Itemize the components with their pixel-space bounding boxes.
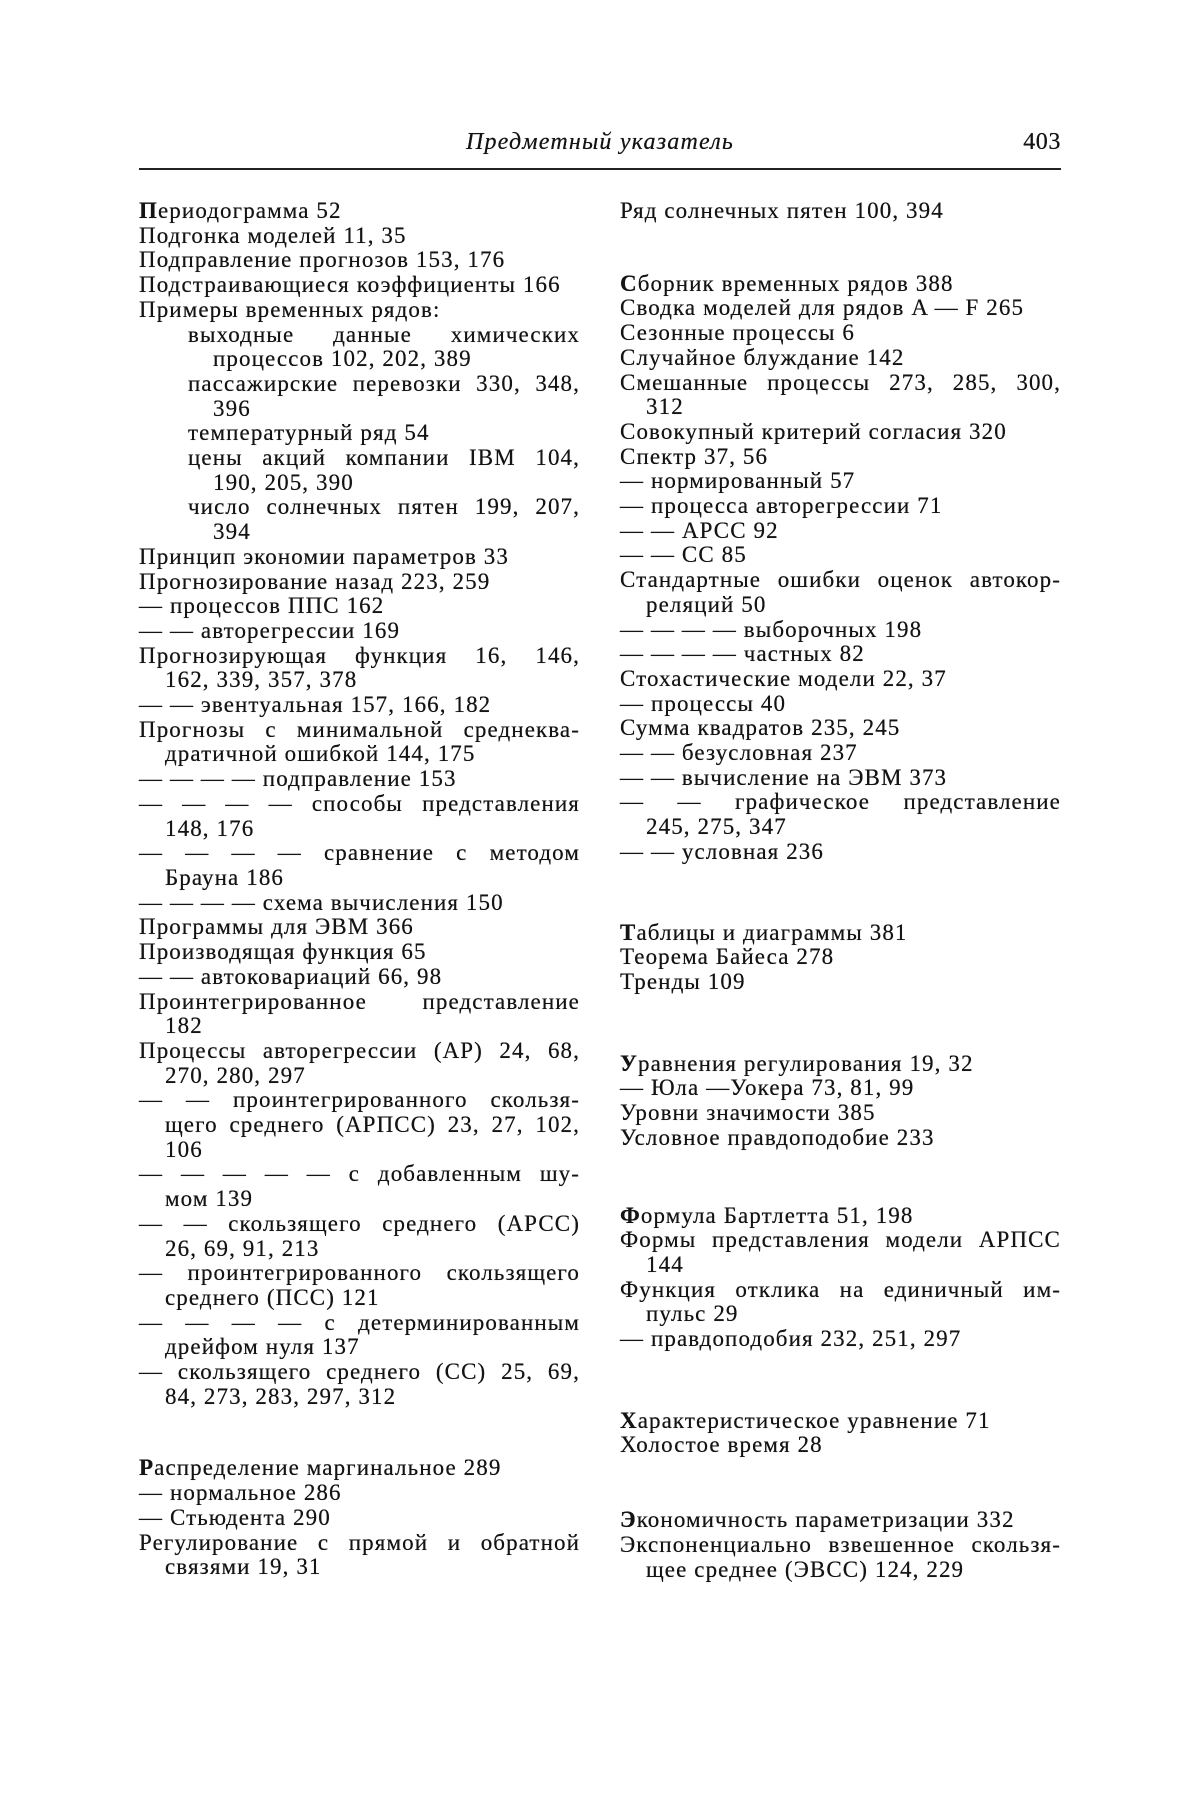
index-entry: [620, 346, 1061, 371]
index-entry: [139, 767, 580, 792]
index-entry-heading-line: Тренды 109: [620, 968, 746, 994]
index-entry-heading-line: — — проинтегрированного скользя-: [139, 1087, 580, 1113]
index-entry: [620, 970, 1061, 995]
index-entry: [139, 570, 580, 595]
index-entry: [620, 199, 1061, 224]
index-entry: [620, 1126, 1061, 1151]
index-entry: [620, 1278, 1061, 1327]
index-entry-heading-line: — — — — сравнение с методом: [139, 840, 580, 866]
index-entry: [620, 1076, 1061, 1101]
index-entry-heading-line: — — условная 236: [620, 838, 824, 864]
index-entry: [139, 718, 580, 767]
index-subentry: [139, 323, 580, 372]
index-entry: [620, 1052, 1061, 1077]
index-entry-heading-line: Функция отклика на единичный им-: [620, 1276, 1061, 1302]
index-column-right: [620, 199, 1061, 1582]
index-entry-heading-line: Распределение маргинальное 289: [139, 1455, 502, 1481]
index-entry-heading-line: Периодограмма 52: [139, 198, 342, 223]
index-entry-heading-line: — — вычисление на ЭВМ 373: [620, 764, 948, 790]
index-entry-continuation-line: 182: [165, 1013, 203, 1039]
index-entry: [139, 248, 580, 273]
index-entry-heading-line: — нормальное 286: [139, 1480, 342, 1506]
index-entry-heading-line: Формула Бартлетта 51, 198: [620, 1202, 914, 1228]
index-entry: [620, 1204, 1061, 1229]
index-entry-heading-line: — Юла —Уокера 73, 81, 99: [620, 1075, 915, 1101]
index-entry-heading-line: — Стьюдента 290: [139, 1504, 331, 1530]
index-entry-heading-line: Условное правдоподобие 233: [620, 1124, 935, 1150]
index-entry-heading-line: Регулирование с прямой и обратной: [139, 1529, 580, 1555]
index-entry-heading-line: Сумма квадратов 235, 245: [620, 715, 901, 741]
index-entry-heading-line: — — — — способы представления: [139, 790, 580, 816]
index-entry: [139, 792, 580, 841]
index-letter-group: [620, 921, 1061, 995]
index-entry: [620, 469, 1061, 494]
index-letter-group: [620, 272, 1061, 865]
index-entry: [620, 296, 1061, 321]
index-entry: [139, 693, 580, 718]
index-entry-heading-line: — — — — схема вычисления 150: [139, 889, 504, 915]
index-entry: [139, 915, 580, 940]
index-entry: [620, 766, 1061, 791]
index-entry: [139, 545, 580, 570]
index-entry-continuation-line: 84, 273, 283, 297, 312: [165, 1383, 397, 1409]
index-entry: [620, 543, 1061, 568]
index-entry: [139, 1311, 580, 1360]
index-entry: [139, 1039, 580, 1088]
index-entry-heading-line: Сезонные процессы 6: [620, 320, 856, 346]
index-entry-heading-line: Уравнения регулирования 19, 32: [620, 1050, 974, 1076]
index-entry: [139, 940, 580, 965]
index-entry-heading-line: — процессы 40: [620, 690, 787, 716]
index-subentry: [139, 372, 580, 421]
index-entry-heading-line: Программы для ЭВМ 366: [139, 914, 414, 940]
index-entry: [620, 371, 1061, 420]
index-letter-group: [620, 1508, 1061, 1582]
page-number: 403: [1023, 129, 1061, 155]
index-entry-continuation-line: дратичной ошибкой 144, 175: [165, 741, 476, 767]
index-entry: [620, 1101, 1061, 1126]
index-entry-continuation-line: среднего (ПСС) 121: [165, 1284, 380, 1310]
index-subentry: [139, 421, 580, 446]
index-entry-heading-line: — — эвентуальная 157, 166, 182: [139, 692, 492, 718]
index-column-left: [139, 199, 580, 1580]
index-entry-continuation-line: 270, 280, 297: [165, 1062, 306, 1088]
index-entry: [620, 1327, 1061, 1352]
index-entry: [139, 199, 580, 224]
index-entry-heading-line: — — скользящего среднего (АРСС): [139, 1210, 580, 1236]
index-entry: [620, 741, 1061, 766]
index-entry-heading-line: Прогнозы с минимальной среднеква-: [139, 716, 580, 742]
index-entry: [139, 1531, 580, 1580]
index-entry: [139, 1162, 580, 1211]
index-entry-heading-line: — проинтегрированного скользящего: [139, 1260, 580, 1286]
index-entry-heading-line: Стандартные ошибки оценок автокор-: [620, 567, 1061, 593]
index-entry-heading-line: Производящая функция 65: [139, 939, 427, 965]
index-entry-heading-line: температурный ряд 54: [188, 420, 430, 446]
index-entry: [139, 1212, 580, 1261]
index-entry-heading-line: — — графическое представление: [620, 789, 1061, 815]
index-entry-heading-line: — — СС 85: [620, 542, 747, 568]
index-entry-continuation-line: 312: [646, 394, 684, 420]
index-entry-heading-line: Теорема Байеса 278: [620, 944, 835, 970]
index-entry: [139, 644, 580, 693]
index-letter-group: [620, 1052, 1061, 1151]
index-entry-heading-line: Прогнозирование назад 223, 259: [139, 568, 491, 594]
index-entry: [620, 692, 1061, 717]
index-entry: [139, 1261, 580, 1310]
index-entry-continuation-line: процессов 102, 202, 389: [213, 346, 472, 372]
index-entry: [139, 891, 580, 916]
index-entry: [620, 1409, 1061, 1434]
index-entry: [620, 568, 1061, 617]
index-entry-heading-line: Подправление прогнозов 153, 176: [139, 247, 506, 273]
index-entry-continuation-line: 148, 176: [165, 815, 255, 841]
index-entry-heading-line: Ряд солнечных пятен 100, 394: [620, 198, 944, 223]
index-entry-heading-line: число солнечных пятен 199, 207,: [188, 494, 580, 520]
index-entry: [620, 921, 1061, 946]
index-entry: [620, 667, 1061, 692]
index-entry: [620, 272, 1061, 297]
index-entry-heading-line: — процесса авторегрессии 71: [620, 493, 943, 519]
index-entry-heading-line: — — безусловная 237: [620, 740, 858, 766]
index-letter-group: [620, 199, 1061, 224]
index-entry: [139, 1481, 580, 1506]
index-entry-heading-line: — правдоподобия 232, 251, 297: [620, 1326, 962, 1352]
index-entry-heading-line: выходные данные химических: [188, 321, 580, 347]
index-entry-continuation-line: щего среднего (АРПСС) 23, 27, 102,: [165, 1112, 580, 1138]
index-entry-heading-line: Процессы авторегрессии (АР) 24, 68,: [139, 1037, 580, 1063]
index-entry: [139, 1360, 580, 1409]
index-entry-continuation-line: 26, 69, 91, 213: [165, 1235, 320, 1261]
index-entry-continuation-line: дрейфом нуля 137: [165, 1334, 360, 1360]
index-entry-heading-line: Экономичность параметризации 332: [620, 1507, 1015, 1533]
index-entry-heading-line: пассажирские перевозки 330, 348,: [188, 370, 580, 396]
index-entry-heading-line: Случайное блуждание 142: [620, 344, 905, 370]
index-entry-continuation-line: мом 139: [165, 1186, 254, 1212]
index-letter-group: [139, 199, 580, 1409]
index-entry-heading-line: Стохастические модели 22, 37: [620, 665, 947, 691]
index-entry-heading-line: — — АРСС 92: [620, 517, 779, 543]
index-entry: [139, 841, 580, 890]
index-entry: [620, 945, 1061, 970]
index-subentry-list: [139, 323, 580, 545]
index-entry-heading-line: Экспоненциально взвешенное скользя-: [620, 1531, 1061, 1557]
index-entry: [620, 445, 1061, 470]
index-entry-heading-line: цены акций компании IBM 104,: [188, 445, 580, 471]
index-entry-continuation-line: 144: [646, 1251, 684, 1277]
index-entry: [139, 273, 580, 298]
index-entry-heading-line: — — автоковариаций 66, 98: [139, 963, 443, 989]
index-entry: [620, 618, 1061, 643]
index-entry-heading-line: — — — — выборочных 198: [620, 616, 923, 642]
index-entry: [620, 1433, 1061, 1458]
index-letter-group: [620, 1204, 1061, 1352]
index-subentry: [139, 495, 580, 544]
index-entry-heading-line: Уровни значимости 385: [620, 1100, 876, 1126]
index-entry: [620, 1508, 1061, 1533]
index-entry: [139, 224, 580, 249]
index-entry-continuation-line: реляций 50: [646, 591, 767, 617]
index-entry-heading-line: — — — — — с добавленным шу-: [139, 1161, 580, 1187]
index-entry-heading-line: — скользящего среднего (СС) 25, 69,: [139, 1359, 580, 1385]
index-entry: [620, 1228, 1061, 1277]
index-entry-heading-line: Спектр 37, 56: [620, 443, 769, 469]
index-entry-heading-line: Характеристическое уравнение 71: [620, 1407, 991, 1433]
index-entry-heading-line: — процессов ППС 162: [139, 593, 385, 619]
index-entry-continuation-line: Брауна 186: [165, 864, 285, 890]
index-entry: [139, 965, 580, 990]
index-entry-heading-line: — нормированный 57: [620, 468, 856, 494]
index-entry-continuation-line: 106: [165, 1136, 203, 1162]
index-entry: [139, 594, 580, 619]
index-entry-heading-line: Сводка моделей для рядов A — F 265: [620, 295, 1025, 321]
index-entry: [139, 1456, 580, 1481]
index-entry: [139, 298, 580, 545]
index-entry-heading-line: — — — — с детерминированным: [139, 1309, 580, 1335]
running-title: Предметный указатель: [465, 129, 735, 155]
index-entry: [620, 840, 1061, 865]
index-entry-continuation-line: 190, 205, 390: [213, 469, 354, 495]
index-entry-continuation-line: 162, 339, 357, 378: [165, 667, 358, 693]
index-entry-heading-line: Таблицы и диаграммы 381: [620, 919, 908, 945]
index-entry-heading-line: Формы представления модели АРПСС: [620, 1227, 1061, 1253]
index-entry-continuation-line: связями 19, 31: [165, 1554, 322, 1580]
index-entry-continuation-line: 394: [213, 519, 251, 545]
index-entry: [620, 519, 1061, 544]
index-letter-group: [620, 1409, 1061, 1458]
index-entry-heading-line: Подстраивающиеся коэффициенты 166: [139, 272, 561, 298]
index-entry-heading-line: — — — — подправление 153: [139, 766, 457, 792]
index-entry-heading-line: Подгонка моделей 11, 35: [139, 222, 407, 248]
index-entry-heading-line: Совокупный критерий согласия 320: [620, 418, 1007, 444]
index-entry: [139, 990, 580, 1039]
index-entry: [620, 420, 1061, 445]
index-entry: [620, 716, 1061, 741]
index-entry: [139, 1088, 580, 1162]
index-entry: [620, 790, 1061, 839]
index-entry: [620, 1533, 1061, 1582]
index-entry: [139, 1506, 580, 1531]
index-entry-heading-line: Холостое время 28: [620, 1432, 823, 1458]
index-entry-continuation-line: 245, 275, 347: [646, 814, 787, 840]
index-entry-heading-line: Примеры временных рядов:: [139, 296, 441, 322]
index-entry-heading-line: Смешанные процессы 273, 285, 300,: [620, 369, 1061, 395]
index-entry-heading-line: — — — — частных 82: [620, 641, 865, 667]
index-entry-heading-line: Прогнозирующая функция 16, 146,: [139, 642, 580, 668]
index-entry: [620, 494, 1061, 519]
index-entry-continuation-line: пульс 29: [646, 1301, 739, 1327]
index-entry: [620, 642, 1061, 667]
index-entry: [139, 619, 580, 644]
index-entry-heading-line: Сборник временных рядов 388: [620, 270, 954, 296]
index-entry-heading-line: Проинтегрированное представление: [139, 988, 580, 1014]
index-entry-continuation-line: 396: [213, 395, 251, 421]
index-subentry: [139, 446, 580, 495]
index-entry-continuation-line: щее среднее (ЭВСС) 124, 229: [646, 1556, 965, 1582]
index-entry: [620, 321, 1061, 346]
index-letter-group: [139, 1456, 580, 1580]
header-rule: [139, 168, 1061, 170]
index-entry-heading-line: — — авторегрессии 169: [139, 617, 401, 643]
index-entry-heading-line: Принцип экономии параметров 33: [139, 543, 510, 569]
